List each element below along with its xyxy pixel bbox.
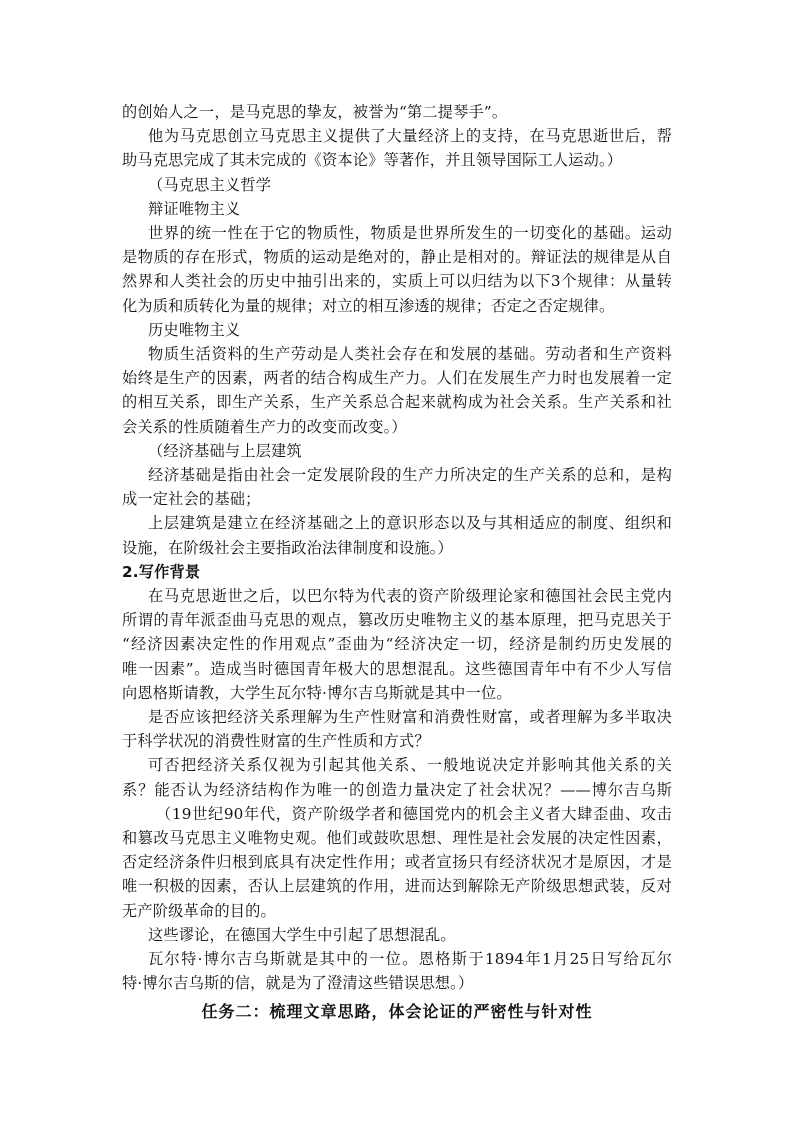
text-line: 所谓的青年派歪曲马克思的观点，篡改历史唯物主义的基本原理，把马克思关于	[122, 611, 672, 630]
text-line: 设施，在阶级社会主要指政治法律制度和设施。）	[122, 538, 453, 557]
text-line: 可否把经济关系仅视为引起其他关系、一般地说决定并影响其他关系的关	[148, 756, 672, 775]
text-line: 始终是生产的因素，两者的结合构成生产力。人们在发展生产力时也发展着一定	[122, 369, 672, 388]
text-line: “经济因素决定性的作用观点”歪曲为“经济决定一切，经济是制约历史发展的	[122, 635, 672, 654]
text-line: 会关系的性质随着生产力的改变而改变。）	[122, 417, 407, 436]
text-line: 化为质和质转化为量的规律；对立的相互渗透的规律；否定之否定规律。	[122, 296, 615, 315]
text-line: 经济基础是指由社会一定发展阶段的生产力所决定的生产关系的总和，是构	[148, 466, 672, 484]
subsection-label: 历史唯物主义	[148, 320, 241, 339]
text-line: 向恩格斯请教，大学生瓦尔特·博尔吉乌斯就是其中一位。	[122, 683, 512, 702]
subsection-label: 辩证唯物主义	[148, 199, 241, 218]
text-line: 物质生活资料的生产劳动是人类社会存在和发展的基础。劳动者和生产资料	[148, 345, 672, 363]
text-line: 无产阶级革命的目的。	[122, 901, 276, 920]
task-title: 任务二：梳理文章思路，体会论证的严密性与针对性	[201, 1002, 593, 1022]
text-line: 于科学状况的消费性财富的生产性质和方式？	[122, 732, 430, 751]
text-line: 特·博尔吉乌斯的信，就是为了澄清这些错误思想。）	[122, 974, 474, 993]
text-line: 系？能否认为经济结构作为唯一的创造力量决定了社会状况？——博尔吉乌斯	[122, 780, 672, 799]
text-line: 是否应该把经济关系理解为生产性财富和消费性财富，或者理解为多半取决	[148, 708, 672, 726]
text-line: 这些谬论，在德国大学生中引起了思想混乱。	[148, 925, 456, 944]
text-line: 上层建筑是建立在经济基础之上的意识形态以及与其相适应的制度、组织和	[148, 514, 672, 533]
text-line: 是物质的存在形式，物质的运动是绝对的，静止是相对的。辩证法的规律是从自	[122, 248, 672, 267]
text-line: 在马克思逝世之后，以巴尔特为代表的资产阶级理论家和德国社会民主党内	[148, 587, 672, 605]
text-line: 世界的统一性在于它的物质性，物质是世界所发生的一切变化的基础。运动	[148, 224, 672, 242]
text-line: 否定经济条件归根到底具有决定性作用；或者宣扬只有经济状况才是原因，才是	[122, 853, 672, 872]
text-line: （19世纪90年代，资产阶级学者和德国党内的机会主义者大肆歪曲、攻击	[156, 804, 672, 823]
section-heading: 2.写作背景	[122, 562, 201, 581]
text-line: 瓦尔特·博尔吉乌斯就是其中的一位。恩格斯于1894年1月25日写给瓦尔	[148, 950, 672, 968]
section-label: （经济基础与上层建筑	[148, 441, 302, 460]
text-line: 成一定社会的基础；	[122, 490, 261, 509]
text-line: 的创始人之一，是马克思的挚友，被誉为“第二提琴手”。	[122, 103, 508, 121]
text-line: 和篡改马克思主义唯物史观。他们或鼓吹思想、理性是社会发展的决定性因素，	[122, 829, 672, 847]
section-label: （马克思主义哲学	[148, 175, 272, 194]
text-line: 的相互关系，即生产关系，生产关系总合起来就构成为社会关系。生产关系和社	[122, 393, 672, 412]
text-line: 唯一积极的因素，否认上层建筑的作用，进而达到解除无产阶级思想武装，反对	[122, 877, 672, 896]
text-line: 他为马克思创立马克思主义提供了大量经济上的支持，在马克思逝世后，帮	[148, 127, 672, 146]
text-line: 助马克思完成了其未完成的《资本论》等著作，并且领导国际工人运动。）	[122, 151, 623, 170]
text-line: 然界和人类社会的历史中抽引出来的，实质上可以归结为以下3个规律：从量转	[122, 272, 672, 291]
text-line: 唯一因素”。造成当时德国青年极大的思想混乱。这些德国青年中有不少人写信	[122, 659, 672, 678]
